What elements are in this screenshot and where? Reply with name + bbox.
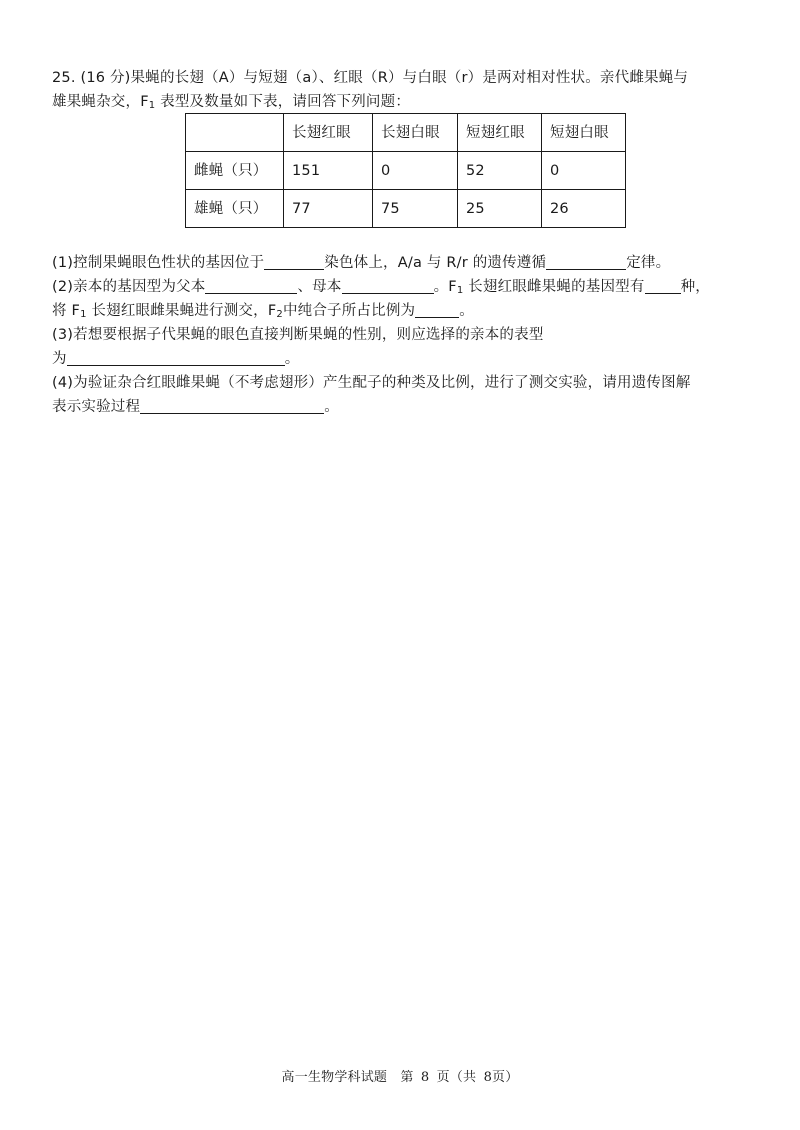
table-header-row	[186, 114, 626, 152]
answer-blank-law[interactable]	[546, 253, 626, 270]
table-header-cell: 长翅红眼	[284, 114, 373, 152]
table-cell: 0	[373, 152, 458, 190]
table-cell: 77	[284, 190, 373, 228]
sub-question-3-line-1: (3)若想要根据子代果蝇的眼色直接判断果蝇的性别，则应选择的亲本的表型	[52, 327, 544, 343]
question-25-intro-text: 25. (16 分)果蝇的长翅（A）与短翅（a）、红眼（R）与白眼（r）是两对相对性状。亲代雌果蝇与	[52, 70, 689, 86]
sub-question-2-line-1: (2)亲本的基因型为父本 、母本 。$F_1$ 长翅红眼雌果蝇的基因型有 种，	[52, 279, 710, 296]
answer-blank-parent-phenotype[interactable]	[67, 349, 285, 366]
f1-phenotype-table	[185, 113, 626, 228]
sub-question-3-line-2: 为 。	[52, 351, 300, 367]
table-cell: 25	[458, 190, 542, 228]
table-row	[186, 152, 626, 190]
table-cell: 雄蝇（只）	[186, 190, 284, 228]
table-cell: 52	[458, 152, 542, 190]
answer-blank-genetic-diagram[interactable]	[140, 397, 324, 414]
question-25-intro-line-2: 雄果蝇杂交，$F_1$ 表型及数量如下表，请回答下列问题：	[52, 94, 411, 111]
answer-blank-genotype-count[interactable]	[645, 277, 681, 294]
table-cell: 26	[542, 190, 626, 228]
table-cell: 151	[284, 152, 373, 190]
question-25-intro-line-1	[52, 66, 688, 90]
table-cell: 75	[373, 190, 458, 228]
sub-question-4-line-1: (4)为验证杂合红眼雌果蝇（不考虑翅形）产生配子的种类及比例，进行了测交实验，请用遗传图解	[52, 375, 691, 391]
table-cell: 0	[542, 152, 626, 190]
page-footer: 高一生物学科试题 第 8 页（共 8页）	[281, 1070, 519, 1085]
table-cell: 雌蝇（只）	[186, 152, 284, 190]
answer-blank-chromosome[interactable]	[264, 253, 324, 270]
sub-question-1: (1)控制果蝇眼色性状的基因位于 染色体上，A/a 与 R/r 的遗传遵循 定律。	[52, 255, 671, 271]
table-row	[186, 190, 626, 228]
table-header-cell	[186, 114, 284, 152]
table-header-cell: 短翅白眼	[542, 114, 626, 152]
answer-blank-father-genotype[interactable]	[205, 277, 297, 294]
answer-blank-mother-genotype[interactable]	[342, 277, 434, 294]
sub-question-4-line-2: 表示实验过程 。	[52, 399, 339, 415]
table-header-cell: 长翅白眼	[373, 114, 458, 152]
table-header-cell: 短翅红眼	[458, 114, 542, 152]
answer-blank-homozygote-ratio[interactable]	[415, 301, 459, 318]
sub-question-2-line-2: 将 $F_1$ 长翅红眼雌果蝇进行测交，$F_2$中纯合子所占比例为 。	[52, 303, 474, 320]
